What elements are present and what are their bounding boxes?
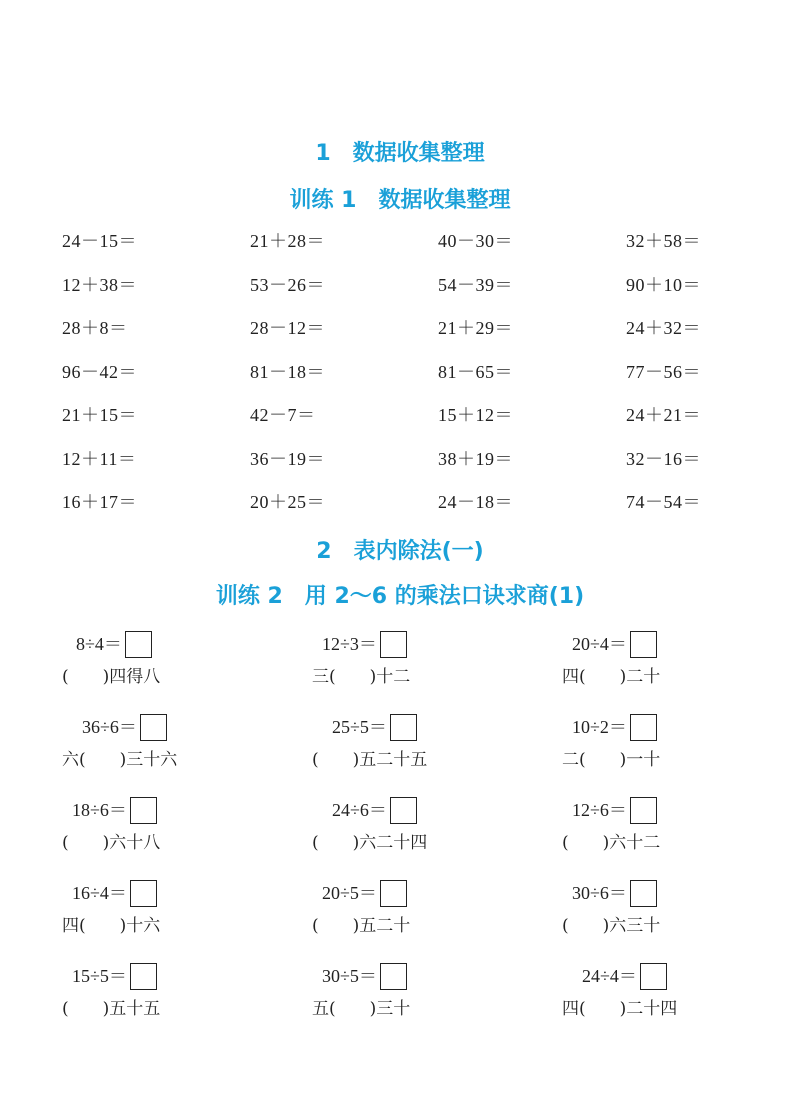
answer-box[interactable] bbox=[380, 631, 407, 658]
multiplication-rhyme: ( )六十二 bbox=[562, 833, 661, 853]
division-problem bbox=[62, 628, 312, 711]
multiplication-rhyme: 六( )三十六 bbox=[62, 750, 178, 770]
multiplication-rhyme: ( )五十五 bbox=[62, 999, 161, 1019]
arithmetic-problem: 96－42＝ bbox=[62, 361, 137, 382]
arithmetic-problem: 28－12＝ bbox=[250, 318, 325, 338]
arithmetic-problem: 77－56＝ bbox=[626, 361, 701, 382]
division-problem bbox=[312, 794, 562, 877]
arithmetic-problem: 81－65＝ bbox=[438, 361, 513, 382]
addition-subtraction-grid bbox=[62, 228, 800, 533]
arithmetic-problem: 36－19＝ bbox=[250, 448, 325, 469]
arithmetic-problem: 28＋8＝ bbox=[62, 318, 128, 338]
multiplication-rhyme: 四( )二十 bbox=[562, 667, 661, 687]
division-problem bbox=[62, 877, 312, 960]
answer-box[interactable] bbox=[630, 880, 657, 907]
division-problem bbox=[62, 960, 312, 1043]
arithmetic-problem: 81－18＝ bbox=[250, 361, 325, 382]
section-2-title: 2 表内除法(一) bbox=[316, 539, 484, 564]
arithmetic-problem: 54－39＝ bbox=[438, 274, 513, 295]
division-expression: 20÷4＝ bbox=[572, 634, 627, 654]
answer-box[interactable] bbox=[380, 963, 407, 990]
division-problem bbox=[312, 711, 562, 794]
division-problem bbox=[312, 960, 562, 1043]
arithmetic-problem: 15＋12＝ bbox=[438, 405, 513, 425]
arithmetic-problem: 42－7＝ bbox=[250, 405, 316, 425]
division-problem bbox=[312, 628, 562, 711]
arithmetic-problem: 53－26＝ bbox=[250, 274, 325, 295]
section-2-subtitle: 训练 2 用 2～6 的乘法口诀求商(1) bbox=[215, 584, 585, 609]
answer-box[interactable] bbox=[130, 963, 157, 990]
division-expression: 30÷5＝ bbox=[322, 966, 377, 986]
multiplication-rhyme: 四( )二十四 bbox=[562, 999, 678, 1019]
division-expression: 15÷5＝ bbox=[72, 966, 127, 986]
multiplication-rhyme: ( )四得八 bbox=[62, 667, 161, 687]
answer-box[interactable] bbox=[630, 631, 657, 658]
multiplication-rhyme: ( )五二十 bbox=[312, 916, 411, 936]
arithmetic-problem: 16＋17＝ bbox=[62, 492, 137, 512]
answer-box[interactable] bbox=[125, 631, 152, 658]
division-expression: 12÷3＝ bbox=[322, 634, 377, 654]
section-1-title: 1 数据收集整理 bbox=[315, 141, 485, 166]
arithmetic-problem: 21＋29＝ bbox=[438, 318, 513, 338]
answer-box[interactable] bbox=[630, 714, 657, 741]
arithmetic-problem: 32＋58＝ bbox=[626, 231, 701, 251]
arithmetic-problem: 24－15＝ bbox=[62, 231, 137, 251]
division-expression: 16÷4＝ bbox=[72, 883, 127, 903]
division-expression: 8÷4＝ bbox=[76, 634, 122, 654]
answer-box[interactable] bbox=[630, 797, 657, 824]
division-problem bbox=[62, 711, 312, 794]
division-expression: 30÷6＝ bbox=[572, 883, 627, 903]
multiplication-rhyme: 五( )三十 bbox=[312, 999, 411, 1019]
division-expression: 10÷2＝ bbox=[572, 717, 627, 737]
answer-box[interactable] bbox=[140, 714, 167, 741]
multiplication-rhyme: 三( )十二 bbox=[312, 667, 411, 687]
division-problem bbox=[562, 877, 800, 960]
arithmetic-problem: 12＋11＝ bbox=[62, 448, 137, 469]
division-problem bbox=[312, 877, 562, 960]
multiplication-rhyme: ( )六三十 bbox=[562, 916, 661, 936]
arithmetic-problem: 90＋10＝ bbox=[626, 274, 701, 295]
answer-box[interactable] bbox=[640, 963, 667, 990]
arithmetic-problem: 24＋21＝ bbox=[626, 405, 701, 425]
arithmetic-problem: 24－18＝ bbox=[438, 492, 513, 512]
arithmetic-problem: 40－30＝ bbox=[438, 231, 513, 251]
multiplication-rhyme: ( )六二十四 bbox=[312, 833, 428, 853]
division-expression: 24÷4＝ bbox=[582, 966, 637, 986]
section-1-subtitle: 训练 1 数据收集整理 bbox=[289, 188, 511, 213]
arithmetic-problem: 24＋32＝ bbox=[626, 318, 701, 338]
arithmetic-problem: 32－16＝ bbox=[626, 448, 701, 469]
division-expression: 18÷6＝ bbox=[72, 800, 127, 820]
multiplication-rhyme: 二( )一十 bbox=[562, 750, 661, 770]
division-problem bbox=[562, 628, 800, 711]
division-expression: 24÷6＝ bbox=[332, 800, 387, 820]
division-expression: 20÷5＝ bbox=[322, 883, 377, 903]
answer-box[interactable] bbox=[390, 714, 417, 741]
division-expression: 12÷6＝ bbox=[572, 800, 627, 820]
multiplication-rhyme: ( )六十八 bbox=[62, 833, 161, 853]
arithmetic-problem: 74－54＝ bbox=[626, 492, 701, 512]
arithmetic-problem: 21＋15＝ bbox=[62, 405, 137, 425]
division-grid bbox=[62, 628, 800, 1043]
division-problem bbox=[562, 794, 800, 877]
division-expression: 25÷5＝ bbox=[332, 717, 387, 737]
answer-box[interactable] bbox=[130, 797, 157, 824]
division-problem bbox=[62, 794, 312, 877]
division-problem bbox=[562, 711, 800, 794]
division-problem bbox=[562, 960, 800, 1043]
arithmetic-problem: 21＋28＝ bbox=[250, 231, 325, 251]
arithmetic-problem: 12＋38＝ bbox=[62, 274, 137, 295]
arithmetic-problem: 20＋25＝ bbox=[250, 492, 325, 512]
multiplication-rhyme: 四( )十六 bbox=[62, 916, 161, 936]
division-expression: 36÷6＝ bbox=[82, 717, 137, 737]
answer-box[interactable] bbox=[390, 797, 417, 824]
answer-box[interactable] bbox=[130, 880, 157, 907]
multiplication-rhyme: ( )五二十五 bbox=[312, 750, 428, 770]
answer-box[interactable] bbox=[380, 880, 407, 907]
arithmetic-problem: 38＋19＝ bbox=[438, 448, 513, 469]
